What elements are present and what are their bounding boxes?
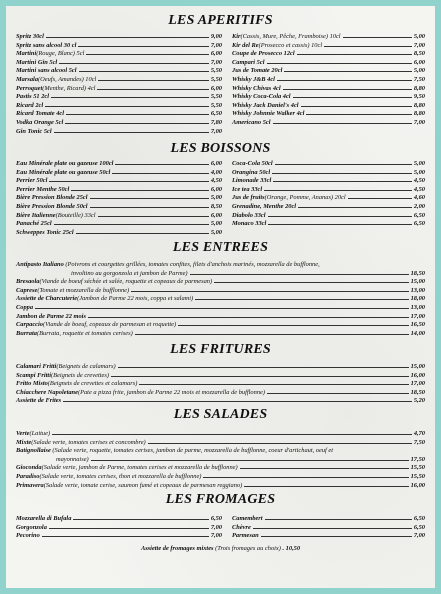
item-price: 5,00: [210, 220, 222, 228]
dot-leader: [112, 173, 209, 174]
item-price: 7,00: [413, 118, 425, 126]
menu-item: [16, 430, 425, 439]
dot-leader: [78, 46, 208, 47]
menu-item: [232, 203, 425, 212]
item-description: (Pate a pizza frite, jambon de Parme 22 mois et mozzarella de bufflonne): [77, 388, 265, 396]
item-description: (Salade verte, tomates cerises, thon et mozzarella de bufflonne): [39, 472, 202, 480]
item-price: 17,00: [410, 380, 425, 388]
dot-leader: [52, 434, 412, 435]
item-price: 18,50: [410, 388, 425, 396]
menu-item: [232, 532, 425, 541]
dot-leader: [284, 71, 411, 72]
item-price: 7,00: [210, 58, 222, 66]
item-description: (Salade verte, tomate cerise, saumon fumé et copeaux de parmesan reggiano): [43, 481, 243, 489]
item-name: Orangina 50cl: [232, 168, 271, 176]
item-name: Martini sans alcool 5cl: [16, 67, 77, 75]
item-price: 15,00: [410, 278, 425, 286]
dot-leader: [240, 468, 409, 469]
menu-item: [16, 295, 425, 304]
item-price: 4,70: [413, 430, 425, 437]
dot-leader: [244, 486, 408, 487]
menu-item: [232, 169, 425, 178]
dot-leader: [49, 181, 208, 182]
item-price: 14,00: [410, 329, 425, 337]
item-price: 15,00: [410, 363, 425, 370]
menu-item: [232, 515, 425, 524]
dot-leader: [51, 97, 209, 98]
item-price: 7,00: [413, 532, 425, 540]
menu-item: [232, 177, 425, 186]
item-price: 8,50: [413, 50, 425, 58]
item-price: 8,50: [210, 202, 222, 210]
item-name: Pastis 51 2cl: [16, 93, 50, 101]
dot-leader: [135, 334, 409, 335]
menu-item: [16, 397, 425, 406]
item-name: Assiette de Charcuterie: [16, 295, 78, 303]
item-name: Jus de fruits: [232, 194, 265, 202]
section-title: LES BOISSONS: [170, 141, 271, 156]
item-name: Mixte: [16, 438, 32, 446]
dot-leader: [272, 173, 412, 174]
menu-page: [6, 6, 435, 588]
menu-item: [16, 482, 425, 491]
item-price: 6,00: [210, 211, 222, 219]
dot-leader: [63, 401, 412, 402]
menu-item: [232, 194, 425, 203]
item-name: Jambon de Parme 22 mois: [16, 312, 86, 320]
item-name: Chèvre: [232, 523, 251, 531]
item-name: Jus de Tomate 20cl: [232, 67, 283, 75]
item-name: Martini: [16, 50, 37, 58]
item-name: Bière Italienne: [16, 211, 56, 219]
dot-leader: [97, 89, 208, 90]
item-price: 6,00: [210, 84, 222, 92]
menu-item: [232, 220, 425, 229]
aperitifs-left-column: [16, 33, 222, 136]
item-price: 4,50: [210, 177, 222, 185]
item-price: 8,80: [413, 101, 425, 109]
item-price: 8,80: [413, 110, 425, 118]
item-name: Kir del Re: [232, 41, 259, 49]
section-title: LES ENTREES: [172, 240, 269, 255]
fromages-right-column: [232, 515, 425, 541]
dot-leader: [214, 282, 409, 283]
item-price: 7,80: [210, 118, 222, 126]
item-price: 7,00: [210, 523, 222, 531]
dot-leader: [90, 207, 209, 208]
item-price: 9,50: [413, 93, 425, 101]
menu-item: [16, 532, 222, 541]
item-price: 18,00: [410, 295, 425, 303]
item-name: Limonade 33cl: [232, 177, 272, 185]
item-name: Verte: [16, 430, 30, 437]
menu-item: Antipasto Italiano (Poivrons et courgettes grillées, tomates confites, filets d'anchois marinés, mozzarella de bufflonne, involtino au gorgonzola et jambon de Parme) 18,50: [16, 261, 425, 277]
item-price: 7,00: [210, 127, 222, 135]
dot-leader: [139, 384, 408, 385]
dot-leader: [71, 190, 209, 191]
section-fromages: [6, 492, 435, 552]
menu-item: [16, 220, 222, 229]
item-price: 6,00: [210, 50, 222, 58]
item-name: Kir: [232, 33, 241, 40]
item-name: Gorgonzola: [16, 523, 47, 531]
menu-item: [16, 119, 222, 128]
menu-item: [232, 110, 425, 119]
dot-leader: [275, 164, 412, 165]
section-entrees: [6, 240, 435, 338]
dot-leader: [54, 132, 209, 133]
item-price: 5,00: [210, 194, 222, 202]
section-fritures: [6, 342, 435, 406]
item-name: Primavera: [16, 481, 44, 489]
item-description: (Bouteille) 33cl: [55, 211, 96, 219]
menu-item: [232, 59, 425, 68]
item-name: Whisky Johnnie Walker 4cl: [232, 110, 305, 118]
dot-leader: [267, 63, 412, 64]
menu-item: [16, 160, 222, 169]
item-name: Monaco 33cl: [232, 220, 267, 228]
menu-item: [16, 330, 425, 339]
fritures-list: [6, 363, 435, 406]
menu-item: [232, 33, 425, 42]
menu-item: [16, 128, 222, 137]
menu-item: [232, 212, 425, 221]
item-price: 17,00: [410, 312, 425, 320]
section-boissons: [6, 141, 435, 237]
dot-leader: [49, 528, 209, 529]
menu-item: [16, 524, 222, 533]
item-name: Coca-Cola 50cl: [232, 160, 273, 167]
menu-item: [16, 313, 425, 322]
menu-item: [16, 110, 222, 119]
item-price: 6,50: [210, 515, 222, 522]
item-name: Diabolo 33cl: [232, 211, 266, 219]
section-aperitifs: [6, 13, 435, 136]
item-name: Whisky Coca-Cola 4cl: [232, 93, 291, 101]
dot-leader: [148, 443, 412, 444]
menu-item: [16, 515, 222, 524]
dot-leader: [131, 291, 408, 292]
item-name: Whisky Jack Daniel's 4cl: [232, 101, 299, 109]
dot-leader: [73, 519, 208, 520]
boissons-left-column: [16, 160, 222, 237]
menu-item: Batignollaise (Salade verte, roquette, tomates cerises, jambon de parme, mozzarella de bufflonne, coeur d'artichaut, oeuf et mayonnaise) 17,50: [16, 447, 425, 463]
item-price: 9,00: [210, 33, 222, 40]
item-price: 5,50: [210, 75, 222, 83]
item-description: (Beignets de calamars): [56, 363, 116, 370]
section-title: LES APERITIFS: [168, 13, 273, 28]
item-name: Gioconda: [16, 464, 42, 472]
item-description: (Tomate et mozzarella de bufflonne): [37, 286, 130, 294]
item-name: Whisky Chivas 4cl: [232, 84, 281, 92]
item-description: (Prosecco et cassis) 10cl: [258, 41, 323, 49]
item-name: Whisky J&B 4cl: [232, 75, 275, 83]
menu-item: [232, 50, 425, 59]
item-price: 5,00: [413, 67, 425, 75]
item-name: Eau Minérale plate ou gazeuse 50cl: [16, 168, 111, 176]
menu-item: [232, 67, 425, 76]
item-description: (Rouge, Blanc) 5cl: [36, 50, 85, 58]
item-name: Spritz 30cl: [16, 33, 44, 40]
menu-item: [16, 194, 222, 203]
item-description: (Viande de boeuf séchée et salée, roquette et copeaux de parmesan): [39, 278, 213, 286]
dot-leader: [273, 123, 412, 124]
item-price: 6,00: [210, 185, 222, 193]
item-name: Americano 5cl: [232, 118, 271, 126]
item-price: 6,50: [413, 515, 425, 522]
aperitifs-right-column: [232, 33, 425, 136]
item-name: Schweppes Tonic 25cl: [16, 228, 74, 236]
item-price: 6,00: [413, 58, 425, 66]
menu-item: [16, 212, 222, 221]
item-name: Assiette de Frites: [16, 397, 62, 405]
menu-item: [16, 321, 425, 330]
menu-item: [232, 160, 425, 169]
item-name: Eau Minérale plate ou gazeuse 100cl: [16, 160, 114, 167]
dot-leader: [203, 477, 408, 478]
item-name: Campari 5cl: [232, 58, 265, 66]
item-price: 6,00: [210, 160, 222, 167]
item-price: 4,00: [210, 168, 222, 176]
menu-item: [232, 85, 425, 94]
menu-item: [16, 203, 222, 212]
item-price: 7,50: [413, 438, 425, 446]
item-name: Martini Gin 5cl: [16, 58, 58, 66]
item-price: 15,50: [410, 464, 425, 472]
dot-leader: [88, 317, 409, 318]
menu-item: [16, 363, 425, 372]
menu-item: [16, 85, 222, 94]
dot-leader: [66, 114, 209, 115]
item-price: 7,00: [210, 41, 222, 49]
menu-item: [232, 76, 425, 85]
item-price: 6,50: [413, 211, 425, 219]
section-title: LES FROMAGES: [165, 492, 276, 507]
menu-item: [16, 76, 222, 85]
item-name: Ricard 2cl: [16, 101, 44, 109]
item-description: (Beignets de crevettes): [50, 371, 109, 379]
item-price: 13,00: [410, 286, 425, 294]
dot-leader: [348, 198, 412, 199]
menu-item: [16, 372, 425, 381]
menu-item: [232, 186, 425, 195]
boissons-right-column: [232, 160, 425, 237]
menu-item: [16, 380, 425, 389]
item-price: 5,20: [413, 397, 425, 405]
item-name: Perroquet: [16, 84, 43, 92]
section-salades: [6, 407, 435, 490]
item-description: (Salade verte, jambon de Parme, tomates cerises et mozzarella de bufflonne): [41, 464, 238, 472]
item-description: (Oeufs, Amandes) 10cl: [38, 75, 97, 83]
menu-item: [16, 473, 425, 482]
item-price: 15,50: [410, 472, 425, 480]
item-description: (Menthe, Ricard) 4cl: [42, 84, 96, 92]
menu-item: [16, 33, 222, 42]
item-description: (Salade verte, tomates cerises et concombre): [31, 438, 146, 446]
item-name: Chiacchere Napoletane: [16, 388, 78, 396]
dot-leader: [98, 216, 209, 217]
item-price: 16,00: [410, 481, 425, 489]
assiette-fromages-line: Assiette de fromages mixtes (Trois fromages au choix) . 10,50: [140, 544, 301, 552]
dot-leader: [45, 106, 209, 107]
item-name: Bière Pression Blonde 25cl: [16, 194, 88, 202]
menu-item: [232, 42, 425, 51]
section-title: LES FRITURES: [170, 342, 271, 357]
item-name: Coupe de Prosecco 12cl: [232, 50, 295, 58]
dot-leader: [268, 224, 412, 225]
salades-list: [16, 464, 425, 490]
dot-leader: [268, 216, 412, 217]
dot-leader: [90, 198, 209, 199]
item-name: Panaché 25cl: [16, 220, 52, 228]
dot-leader: [86, 54, 208, 55]
item-name: Paradiso: [16, 472, 40, 480]
menu-item: [232, 93, 425, 102]
item-name: Ice tea 33cl: [232, 185, 263, 193]
item-price: 5,50: [210, 93, 222, 101]
item-price: 5,00: [210, 228, 222, 236]
fromages-left-column: [16, 515, 222, 541]
item-description: (Laitue): [29, 430, 51, 437]
item-name: Perrier 50cl: [16, 177, 48, 185]
item-name: Ricard Tomate 4cl: [16, 110, 65, 118]
item-price: 4,60: [413, 194, 425, 202]
item-name: Camembert: [232, 515, 263, 522]
item-price: 16,00: [410, 371, 425, 379]
item-price: 5,00: [413, 33, 425, 40]
menu-item: [232, 102, 425, 111]
dot-leader: [298, 207, 412, 208]
item-description: (Jambon de Parme 22 mois, coppa et salami): [77, 295, 194, 303]
dot-leader: [42, 536, 209, 537]
item-name: Mozzarella di Bufala: [16, 515, 72, 522]
item-description: (Beignets de crevettes et calamars): [47, 380, 138, 388]
entrees-list: [16, 278, 425, 338]
menu-item: [16, 169, 222, 178]
item-name: Bresaola: [16, 278, 40, 286]
dot-leader: [293, 97, 412, 98]
item-name: Gin Tonic 5cl: [16, 127, 52, 135]
menu-item: [16, 67, 222, 76]
dot-leader: [261, 536, 412, 537]
item-price: 4,50: [413, 177, 425, 185]
menu-item: [16, 389, 425, 398]
dot-leader: [54, 224, 209, 225]
menu-item: [16, 439, 425, 448]
item-price: 2,00: [413, 202, 425, 210]
dot-leader: [277, 80, 412, 81]
item-name: Fritto Misto: [16, 380, 48, 388]
dot-leader: [301, 106, 412, 107]
dot-leader: [65, 123, 209, 124]
dot-leader: [178, 325, 409, 326]
dot-leader: [253, 528, 412, 529]
dot-leader: [115, 164, 208, 165]
menu-item: [16, 93, 222, 102]
item-price: 16,50: [410, 321, 425, 329]
menu-item: [16, 50, 222, 59]
item-name: Bière Pression Blonde 50cl: [16, 202, 88, 210]
item-name: Carpaccio: [16, 321, 43, 329]
item-price: 7,50: [413, 75, 425, 83]
item-price: 5,00: [413, 160, 425, 167]
item-price: 5,50: [210, 101, 222, 109]
item-name: Grenadine, Menthe 20cl: [232, 202, 297, 210]
menu-item: [232, 524, 425, 533]
dot-leader: [306, 114, 411, 115]
item-price: 6,50: [413, 220, 425, 228]
dot-leader: [35, 308, 409, 309]
dot-leader: [118, 367, 409, 368]
menu-item: [16, 186, 222, 195]
dot-leader: [195, 299, 408, 300]
salades-list: [16, 430, 425, 447]
item-name: Burrata: [16, 329, 37, 337]
dot-leader: [265, 519, 412, 520]
item-price: 13,00: [410, 303, 425, 311]
item-name: Scampi Fritti: [16, 371, 51, 379]
item-price: 6,50: [210, 110, 222, 118]
section-title: LES SALADES: [173, 407, 268, 422]
item-price: 7,00: [210, 532, 222, 540]
item-name: Pecorino: [16, 532, 40, 540]
item-price: 6,50: [413, 523, 425, 531]
item-name: Caprese: [16, 286, 38, 294]
item-price: 5,00: [413, 168, 425, 176]
item-price: 8,80: [413, 84, 425, 92]
menu-item: [16, 287, 425, 296]
menu-item: [16, 464, 425, 473]
dot-leader: [46, 37, 209, 38]
item-name: Spritz sans alcool 30 cl: [16, 41, 77, 49]
menu-item: [16, 278, 425, 287]
menu-item: [16, 229, 222, 238]
menu-item: [16, 59, 222, 68]
dot-leader: [297, 54, 412, 55]
item-description: (Orange, Pomme, Ananas) 20cl: [264, 194, 346, 202]
dot-leader: [76, 233, 209, 234]
dot-leader: [343, 37, 412, 38]
menu-item: [232, 119, 425, 128]
item-name: Coppa: [16, 303, 34, 311]
item-name: Parmesan: [232, 532, 259, 540]
item-price: 4,50: [413, 185, 425, 193]
item-name: Vodka Orange 5cl: [16, 118, 64, 126]
menu-item: [16, 42, 222, 51]
dot-leader: [59, 63, 209, 64]
dot-leader: [98, 80, 209, 81]
item-name: Perrier Menthe 50cl: [16, 185, 70, 193]
item-description: (Viande de boeuf, copeaux de parmesan et roquette): [42, 321, 177, 329]
item-name: Calamari Fritti: [16, 363, 57, 370]
item-description: (Burrata, roquette et tomates cerises): [36, 329, 133, 337]
dot-leader: [264, 190, 412, 191]
menu-item: [16, 177, 222, 186]
dot-leader: [267, 393, 409, 394]
item-price: 7,00: [413, 41, 425, 49]
dot-leader: [79, 71, 209, 72]
dot-leader: [111, 376, 409, 377]
dot-leader: [283, 89, 412, 90]
dot-leader: [273, 181, 412, 182]
item-name: Marsala: [16, 75, 39, 83]
item-description: (Cassis, Mure, Pêche, Framboise) 10cl: [240, 33, 341, 40]
dot-leader: [324, 46, 412, 47]
item-price: 5,50: [210, 67, 222, 75]
menu-item: [16, 304, 425, 313]
menu-item: [16, 102, 222, 111]
